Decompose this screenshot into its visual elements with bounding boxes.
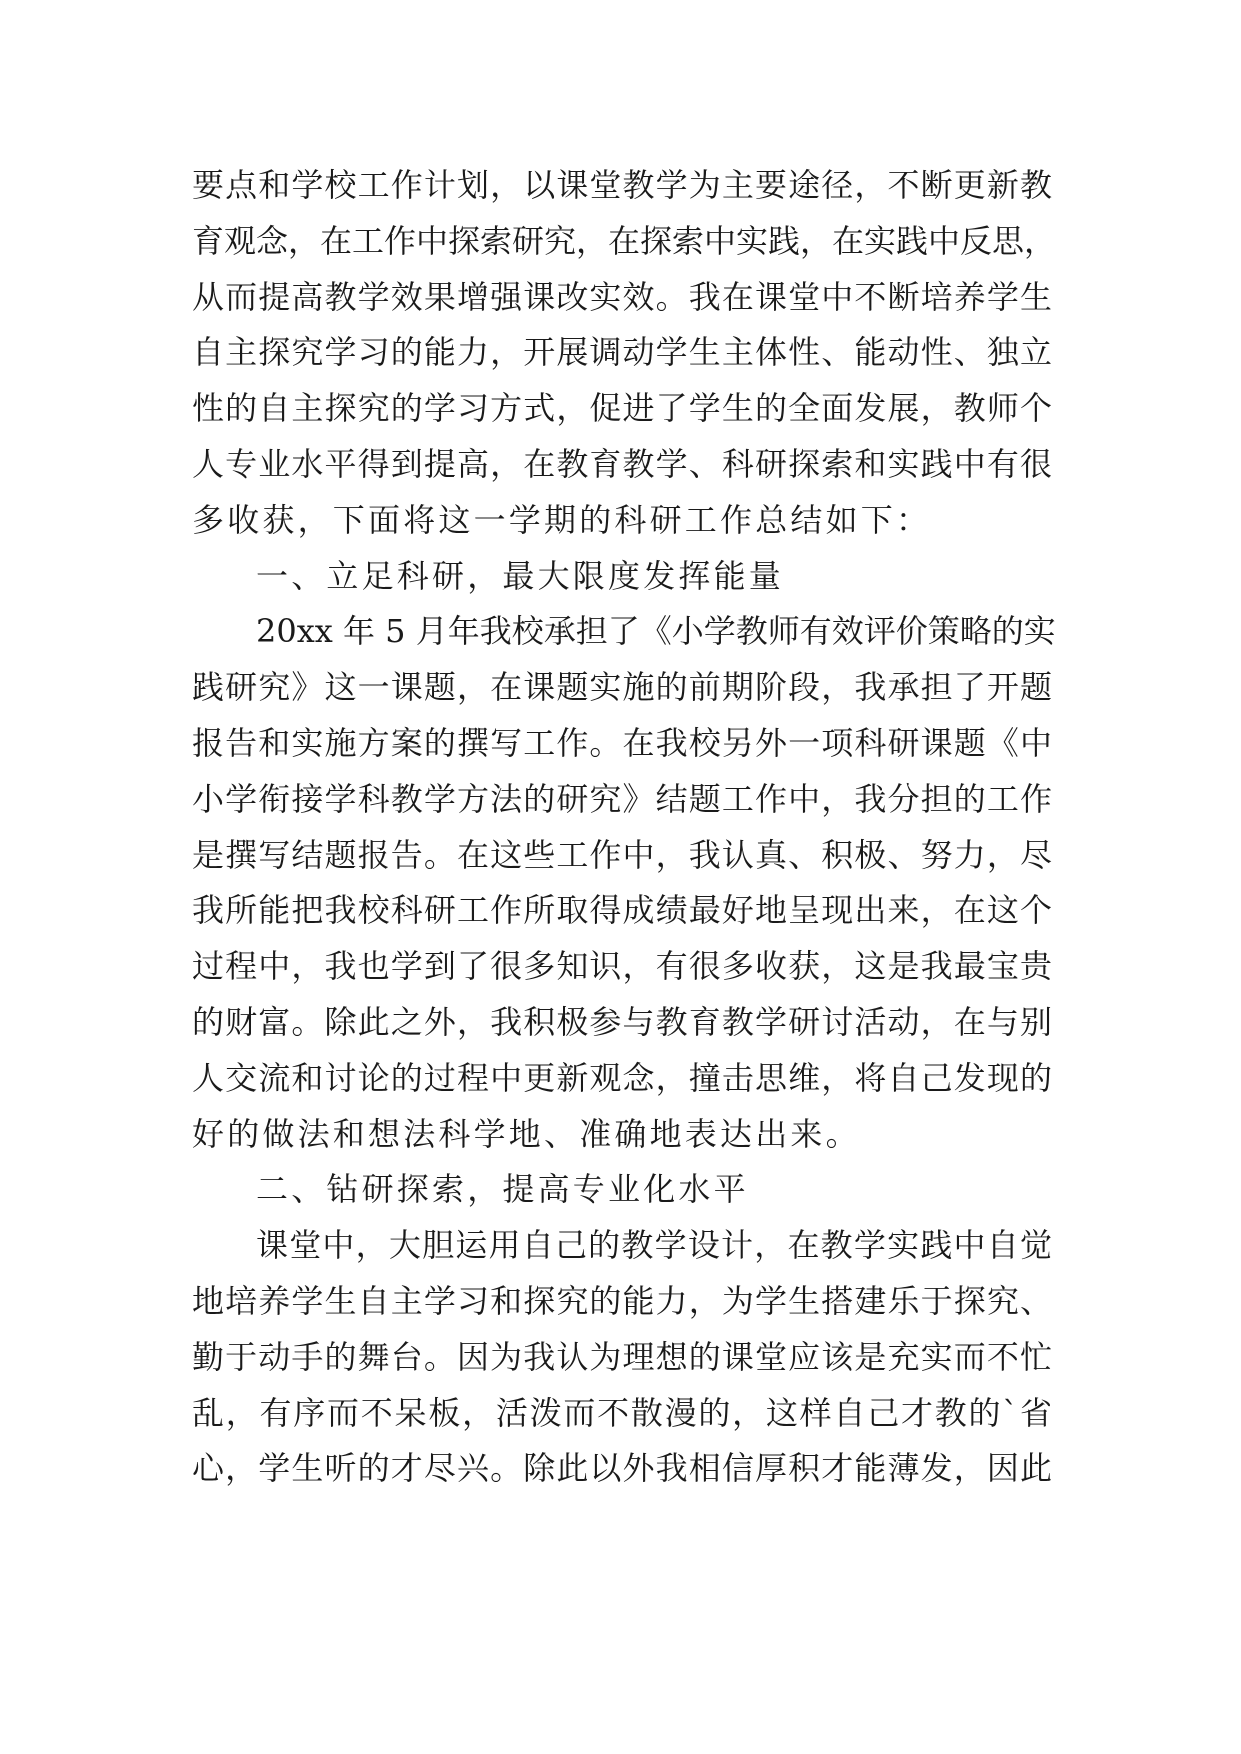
text-line: 乱，有序而不呆板，活泼而不散漫的，这样自己才教的`省 (192, 1393, 1052, 1432)
text-line: 过程中，我也学到了很多知识，有很多收获，这是我最宝贵 (192, 947, 1052, 986)
document-body (192, 158, 1057, 1497)
text-line: 我所能把我校科研工作所取得成绩最好地呈现出来，在这个 (192, 891, 1052, 930)
text-line: 心，学生听的才尽兴。除此以外我相信厚积才能薄发，因此 (192, 1449, 1052, 1488)
text-line: 践研究》这一课题，在课题实施的前期阶段，我承担了开题 (192, 668, 1052, 707)
text-line: 自主探究学习的能力，开展调动学生主体性、能动性、独立 (192, 333, 1052, 372)
text-line: 勤于动手的舞台。因为我认为理想的课堂应该是充实而不忙 (192, 1337, 1052, 1376)
text-line: 的财富。除此之外，我积极参与教育教学研讨活动，在与别 (192, 1002, 1052, 1041)
text-line: 课堂中，大胆运用自己的教学设计，在教学实践中自觉 (256, 1226, 1052, 1265)
text-line: 20xx 年 5 月年我校承担了《小学教师有效评价策略的实 (256, 612, 1056, 651)
text-line: 多收获，下面将这一学期的科研工作总结如下： (192, 500, 932, 539)
text-line: 好的做法和想法科学地、准确地表达出来。 (192, 1114, 861, 1153)
text-line: 性的自主探究的学习方式，促进了学生的全面发展，教师个 (192, 389, 1052, 428)
text-line: 人交流和讨论的过程中更新观念，撞击思维，将自己发现的 (192, 1058, 1052, 1097)
section-heading-1: 一、立足科研，最大限度发挥能量 (256, 556, 785, 595)
text-line: 是撰写结题报告。在这些工作中，我认真、积极、努力，尽 (192, 835, 1052, 874)
text-line: 要点和学校工作计划，以课堂教学为主要途径，不断更新教 (192, 166, 1052, 204)
text-line: 人专业水平得到提高，在教育教学、科研探索和实践中有很 (192, 444, 1052, 483)
text-line: 地培养学生自主学习和探究的能力，为学生搭建乐于探究、 (192, 1281, 1052, 1320)
text-line: 小学衔接学科教学方法的研究》结题工作中，我分担的工作 (192, 779, 1052, 818)
text-line: 从而提高教学效果增强课改实效。我在课堂中不断培养学生 (192, 277, 1052, 316)
section-heading-2: 二、钻研探索，提高专业化水平 (256, 1170, 749, 1209)
text-line: 育观念，在工作中探索研究，在探索中实践，在实践中反思， (192, 221, 1057, 260)
text-line: 报告和实施方案的撰写工作。在我校另外一项科研课题《中 (192, 723, 1052, 762)
